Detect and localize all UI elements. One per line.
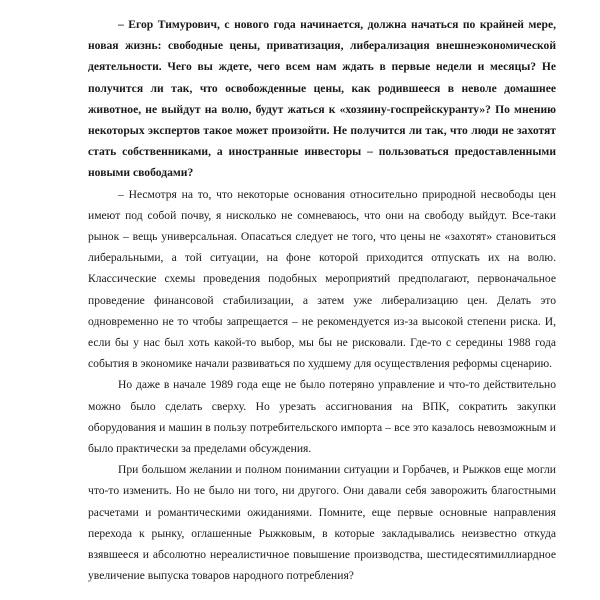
document-page — [88, 14, 556, 586]
answer-paragraph-2: Но даже в начале 1989 года еще не было потеряно управление и что-то действительно можно было сделать сверху. Но урезать ассигнования на ВПК, сократить закупки оборудования и машин в пользу потребительского импорта – все это казалось невозможным и было практически за пределами обсуждения. — [88, 378, 556, 456]
answer-paragraph-3: При большом желании и полном понимании ситуации и Горбачев, и Рыжков еще могли что-то изменить. Но не было ни того, ни другого. Они давали себя заворожить благостными расчетами и романтическими ожиданиями. Помните, еще первые основные направления перехода к рынку, оглашенные Рыжковым, в которые закладывались неизвестно откуда взявшееся и абсолютно нереалистичное повышение производства, шестидесятимиллиардное увеличение выпуска товаров народного потребления? — [88, 463, 556, 583]
interview-question-paragraph: – Егор Тимурович, с нового года начинается, должна начаться по крайней мере, новая жизнь: свободные цены, приватизация, либерализация внешнеэкономической деятельности. Чего вы ждете, чего всем нам ждать в первые недели и месяцы? Не получится ли так, что освобожденные цены, как родившееся в неволе домашнее животное, не выйдут на волю, будут жаться к «хозяину-госпрейскуранту»? По мнению некоторых экспертов такое может произойти. Не получится ли так, что люди не захотят стать собственниками, а иностранные инвесторы – пользоваться предоставленными новыми свободами? — [88, 18, 556, 180]
answer-paragraph-1: – Несмотря на то, что некоторые основания относительно природной несвободы цен имеют под собой почву, я нисколько не сомневаюсь, что они на свободу выйдут. Все-таки рынок – вещь универсальная. Опасаться следует не того, что цены не «захотят» становиться либеральными, а той ситуации, на фоне которой приходится отпускать их на волю. Классические схемы проведения подобных мероприятий предполагают, первоначальное проведение финансовой стабилизации, а затем уже либерализацию цен. Делать это одновременно не то чтобы запрещается – не рекомендуется из-за высокой степени риска. И, если бы у нас был хоть какой-то выбор, мы бы не рисковали. Где-то с середины 1988 года события в экономике начали развиваться по худшему для осуществления реформы сценарию. — [88, 187, 556, 371]
